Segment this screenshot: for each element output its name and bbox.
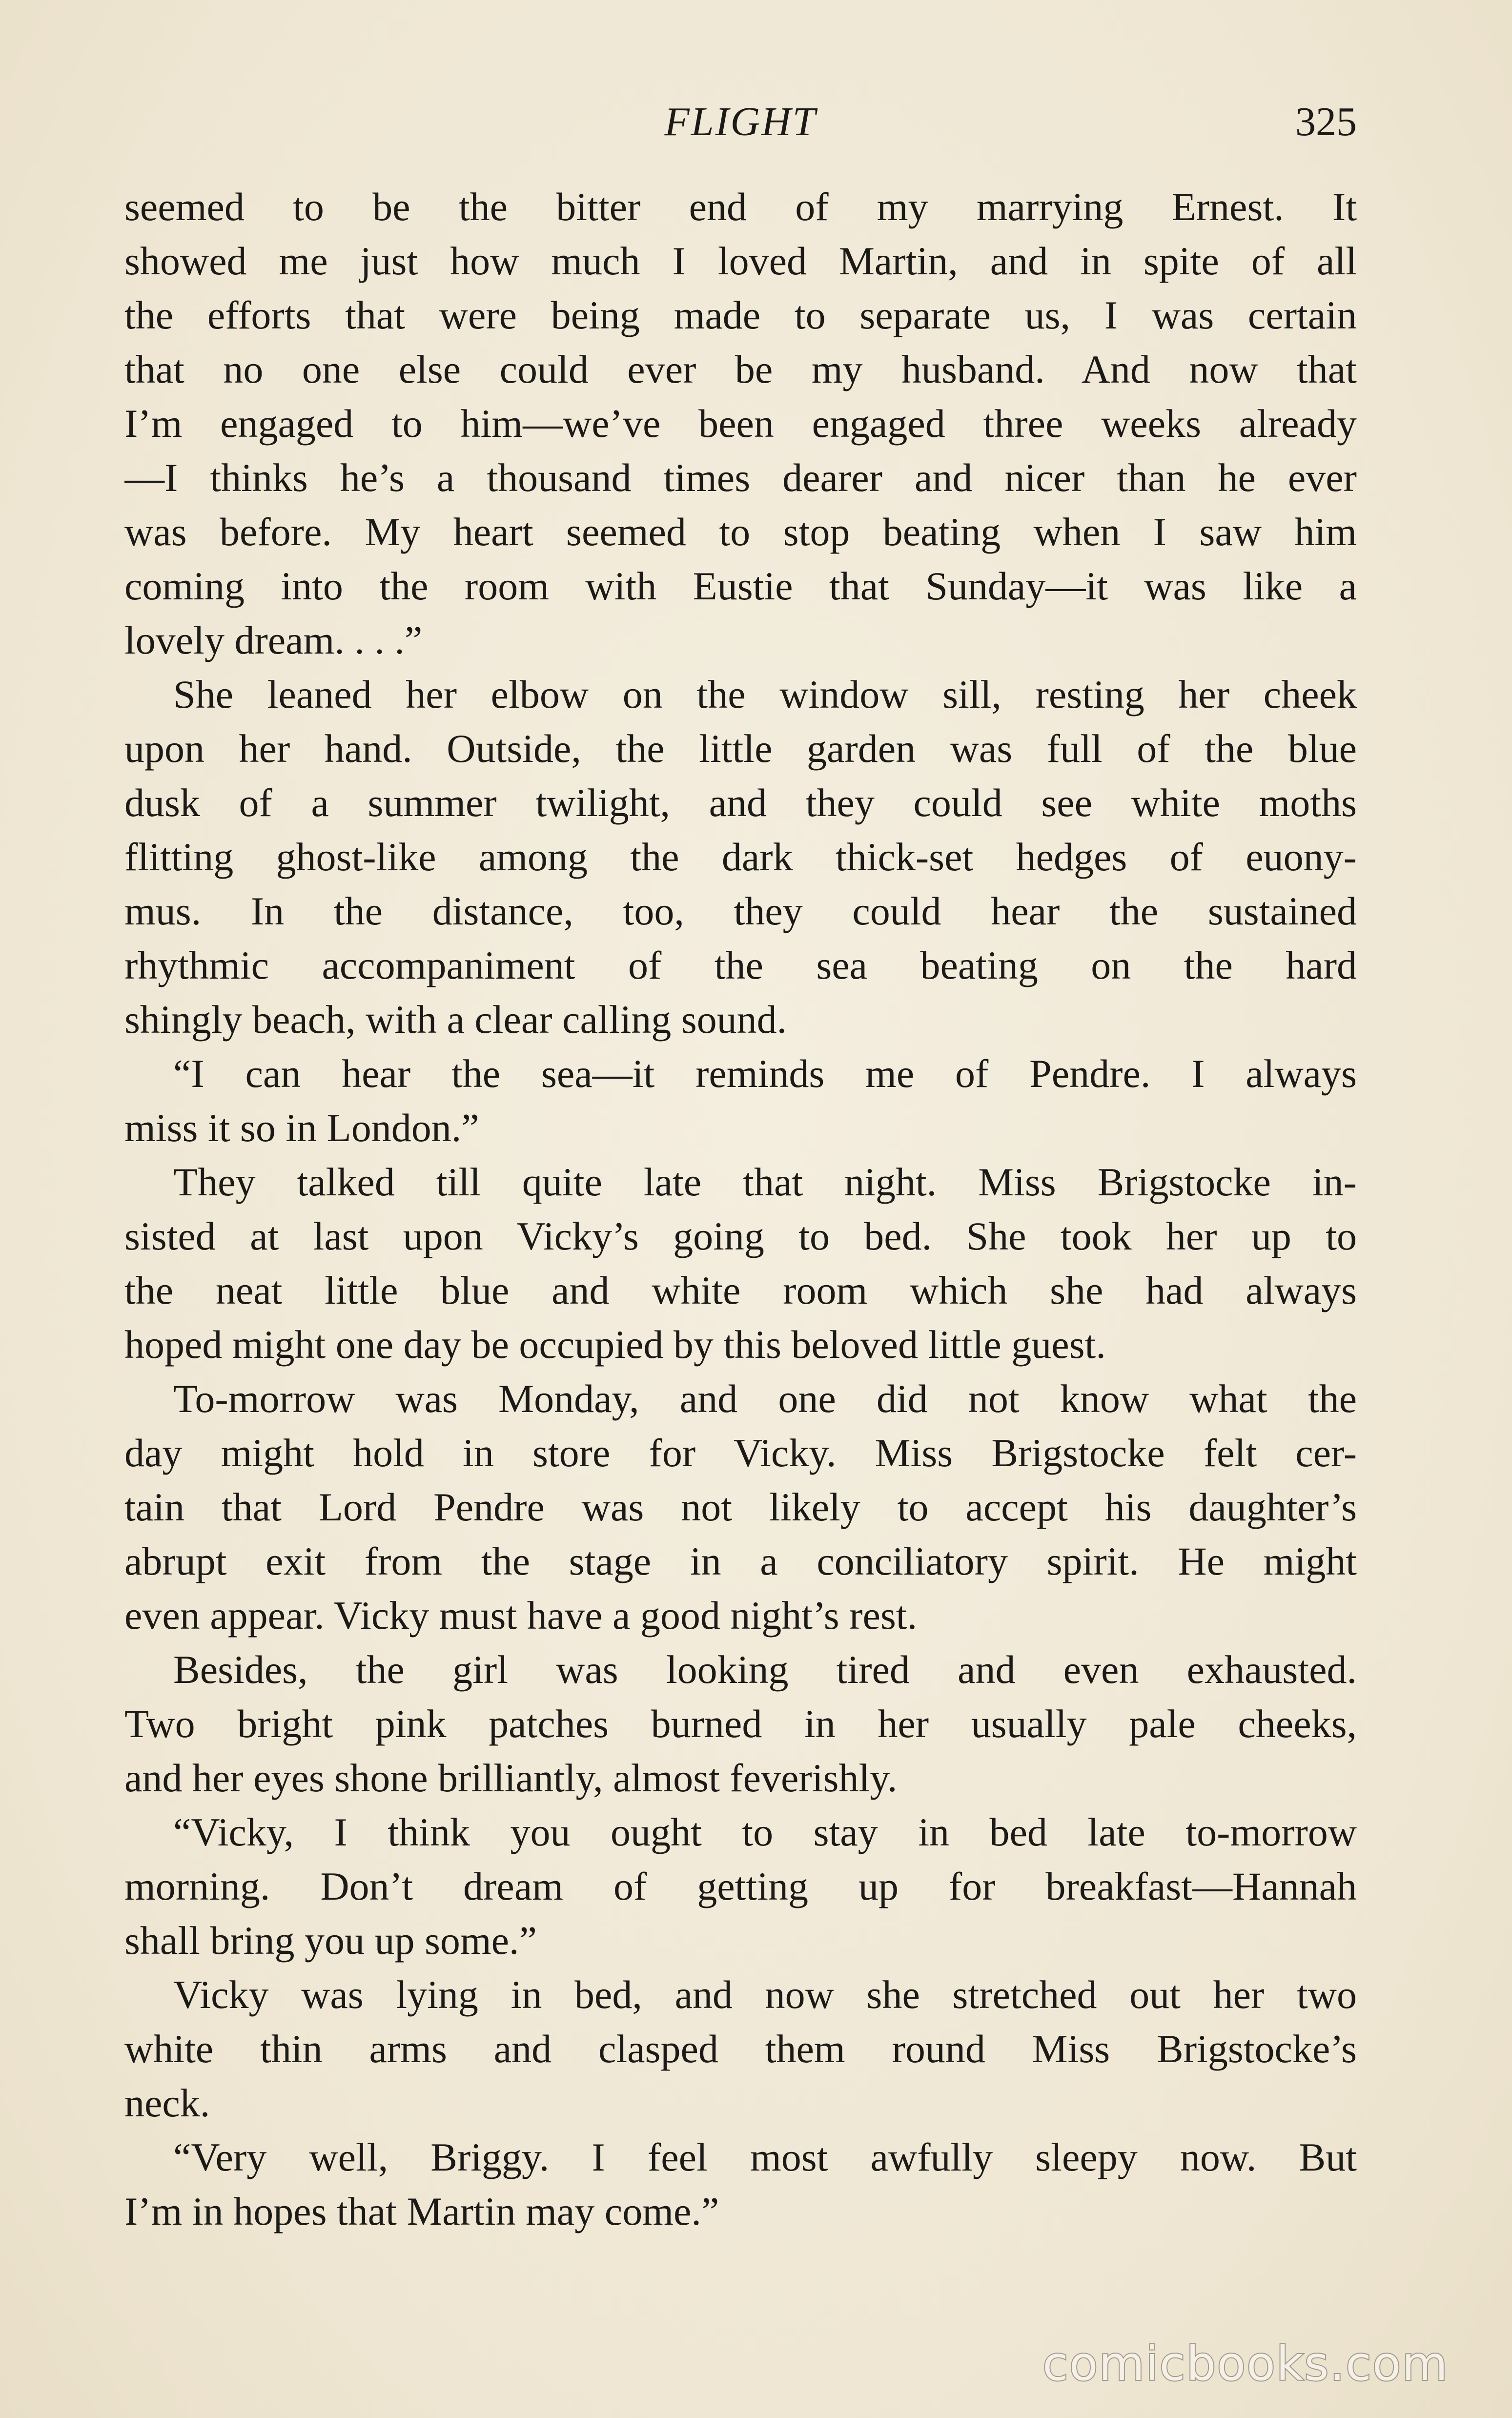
paragraph-first-line: “Vicky, I think you ought to stay in bed late to-morrow	[173, 1810, 1357, 1854]
text-line: day might hold in store for Vicky. Miss Brigstocke felt cer-	[124, 1431, 1357, 1475]
paragraph-first-line: Vicky was lying in bed, and now she stretched out her two	[173, 1972, 1357, 2017]
page-number: 325	[1295, 99, 1357, 144]
text-line: hoped might one day be occupied by this beloved little guest.	[124, 1322, 1106, 1367]
running-head: FLIGHT	[664, 99, 817, 144]
watermark: comicbooks.com	[1042, 2336, 1449, 2391]
text-line: even appear. Vicky must have a good night’s rest.	[124, 1593, 918, 1638]
text-line: I’m engaged to him—we’ve been engaged three weeks already	[124, 401, 1357, 446]
text-line: sisted at last upon Vicky’s going to bed. She took her up to	[124, 1214, 1357, 1258]
text-line: morning. Don’t dream of getting up for breakfast—Hannah	[124, 1864, 1357, 1908]
text-line: white thin arms and clasped them round Miss Brigstocke’s	[124, 2027, 1357, 2071]
page-header	[124, 93, 1357, 151]
text-line: miss it so in London.”	[124, 1106, 479, 1150]
paragraph-first-line: “Very well, Briggy. I feel most awfully sleepy now. But	[173, 2135, 1357, 2179]
text-line: I’m in hopes that Martin may come.”	[124, 2189, 719, 2234]
text-line: and her eyes shone brilliantly, almost feverishly.	[124, 1756, 898, 1800]
paragraph-first-line: She leaned her elbow on the window sill, resting her cheek	[173, 672, 1357, 717]
text-line: abrupt exit from the stage in a conciliatory spirit. He might	[124, 1539, 1357, 1583]
text-line: rhythmic accompaniment of the sea beating on the hard	[124, 943, 1357, 987]
text-line: Two bright pink patches burned in her usually pale cheeks,	[124, 1701, 1357, 1746]
text-line: seemed to be the bitter end of my marrying Ernest. It	[124, 184, 1357, 229]
paragraph-first-line: They talked till quite late that night. Miss Brigstocke in-	[173, 1160, 1357, 1204]
text-line: the neat little blue and white room which she had always	[124, 1268, 1357, 1312]
text-line: upon her hand. Outside, the little garden was full of the blue	[124, 726, 1357, 771]
text-line: the efforts that were being made to separate us, I was certain	[124, 293, 1357, 337]
text-line: coming into the room with Eustie that Sunday—it was like a	[124, 564, 1357, 608]
text-line: flitting ghost-like among the dark thick-set hedges of euony-	[124, 835, 1357, 879]
text-line: showed me just how much I loved Martin, and in spite of all	[124, 239, 1357, 283]
text-line: shingly beach, with a clear calling sound.	[124, 997, 787, 1042]
paragraph-first-line: Besides, the girl was looking tired and even exhausted.	[173, 1647, 1357, 1692]
text-line: mus. In the distance, too, they could hear the sustained	[124, 889, 1357, 933]
text-line: dusk of a summer twilight, and they could see white moths	[124, 780, 1357, 825]
paragraph-first-line: To-morrow was Monday, and one did not know what the	[173, 1376, 1357, 1421]
paragraph-first-line: “I can hear the sea—it reminds me of Pendre. I always	[173, 1051, 1357, 1096]
body-text	[124, 180, 1357, 2238]
text-line: neck.	[124, 2081, 210, 2125]
text-line: that no one else could ever be my husband. And now that	[124, 347, 1357, 391]
text-line: shall bring you up some.”	[124, 1918, 537, 1963]
text-line: tain that Lord Pendre was not likely to accept his daughter’s	[124, 1485, 1357, 1529]
text-line: lovely dream. . . .”	[124, 618, 423, 662]
text-line: —I thinks he’s a thousand times dearer and nicer than he ever	[124, 455, 1357, 500]
text-line: was before. My heart seemed to stop beating when I saw him	[124, 510, 1357, 554]
